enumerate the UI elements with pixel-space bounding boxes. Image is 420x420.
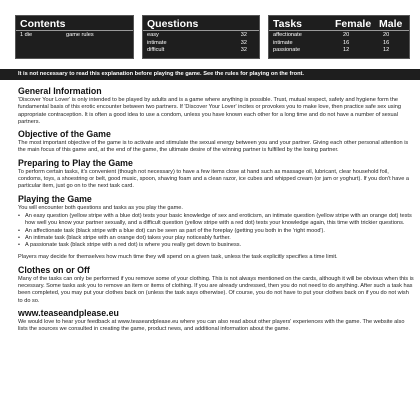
- list-item: • An intimate task (black stripe with an orange dot) takes your play noticeably further.: [18, 235, 414, 242]
- list-item: • An affectionate task (black stripe with a blue dot) can be seen as part of the foreplay (getting you both in the 'right mood').: [18, 228, 414, 235]
- tasks-title: Tasks: [273, 18, 302, 30]
- contents-box: [15, 15, 134, 59]
- instructions-body: [18, 83, 414, 334]
- question-level: easy: [147, 32, 159, 38]
- question-task-list: [18, 213, 414, 249]
- section-heading: Preparing to Play the Game: [18, 157, 133, 168]
- question-count: 32: [240, 39, 247, 46]
- website-heading[interactable]: www.teaseandplease.eu: [18, 307, 119, 318]
- question-level: intimate: [147, 39, 167, 46]
- section-paragraph: The most important objective of the game is to activate and stimulate the sexual energy between you and your partner. Giving each other personal attention is the main focus of this game and, at the end of the game, the ultimate desire of the winning partner is fulfilled by the losing partner.: [18, 140, 409, 154]
- notice-banner: It is not necessary to read this explanation before playing the game. See the rules for playing on the front.: [0, 69, 420, 80]
- tasks-row: [273, 47, 405, 55]
- section-paragraph: Many of the tasks can only be performed if you remove some of your clothing. This is not always mentioned on the cards, although it will be obvious when this is necessary. Some tasks ask you to remove an item or items of clothing. If you are already undressed, then you do not need to do anything. After such a task has been completed, you may put your clothes back on (unless the task says otherwise). Of course, you do not have to put your clothes back on if you do not wish to do so.: [18, 275, 414, 304]
- questions-row: [147, 32, 255, 40]
- task-level: intimate: [273, 39, 293, 46]
- questions-row: [147, 40, 255, 48]
- task-male-count: 16: [383, 39, 390, 46]
- section-paragraph: Players may decide for themselves how much time they will spend on a given task, unless the task explicitly specifies a time limit.: [18, 254, 338, 261]
- task-male-count: 20: [383, 32, 390, 38]
- question-count: 32: [240, 32, 247, 38]
- section-heading: Clothes on or Off: [18, 264, 90, 275]
- tasks-row: [273, 32, 405, 40]
- contents-row: [20, 32, 129, 40]
- section-paragraph: 'Discover Your Lover' is only intended to be played by adults and is a game where anything is possible. Trust, mutual respect, safety and hygiene form the fundamental basis of this erotic encounter between two partners. If 'Discover Your Lover' incites or provokes you to make love, then practice safe sex using appropriate contraception. It is often a good idea to use a condom, unless you have known each other for a long time and do not have a number of sexual partners.: [18, 97, 402, 125]
- questions-row: [147, 47, 255, 55]
- tasks-row: [273, 40, 405, 48]
- section-paragraph: You will encounter both questions and tasks as you play the game.: [18, 204, 183, 211]
- question-level: difficult: [147, 47, 165, 54]
- questions-title: Questions: [143, 16, 259, 31]
- contents-count: 1 die: [20, 32, 33, 38]
- task-level: passionate: [273, 47, 301, 54]
- summary-header: [0, 0, 420, 69]
- contents-title: Contents: [16, 16, 133, 31]
- task-level: affectionate: [273, 32, 302, 38]
- female-column-label: Female: [335, 18, 372, 30]
- section-paragraph: To perform certain tasks, it's convenient (though not necessary) to have a few items close at hand such as massage oil, lubricant, clear household foil, condoms, toys, a shoestring or belt, good music, spoon, shaving foam and a clean razor, ice cubes and whipped cream (or jam or yoghurt). If you don't have a particular item, just go on to the next task card.: [18, 168, 409, 190]
- tasks-header: [269, 16, 409, 31]
- section-heading: Playing the Game: [18, 193, 92, 204]
- task-male-count: 12: [383, 47, 390, 54]
- task-female-count: 16: [343, 39, 350, 46]
- list-item: • A passionate task (black stripe with a red dot) is where you really get down to business.: [18, 242, 414, 249]
- question-count: 32: [240, 47, 247, 54]
- section-paragraph: We would love to hear your feedback at www.teaseandplease.eu where you can also read about other players' experiences with the game. The website also lists the sources we consulted in creating the game, product news, and additional information about the game.: [18, 318, 405, 333]
- tasks-box: [268, 15, 410, 59]
- questions-box: [142, 15, 260, 59]
- section-heading: General Information: [18, 86, 102, 96]
- section-heading: Objective of the Game: [18, 129, 111, 140]
- task-female-count: 12: [343, 47, 350, 54]
- male-column-label: Male: [379, 18, 403, 30]
- list-item: • An easy question (yellow stripe with a blue dot) tests your basic knowledge of sex and eroticism, an intimate question (yellow stripe with an orange dot) tests how well you know your partner sexually, and a difficult question (yellow stripe with a red dot) tests your knowledge again, this time with trickier questions.: [18, 213, 414, 228]
- contents-item: game rules: [66, 32, 94, 38]
- task-female-count: 20: [343, 32, 350, 38]
